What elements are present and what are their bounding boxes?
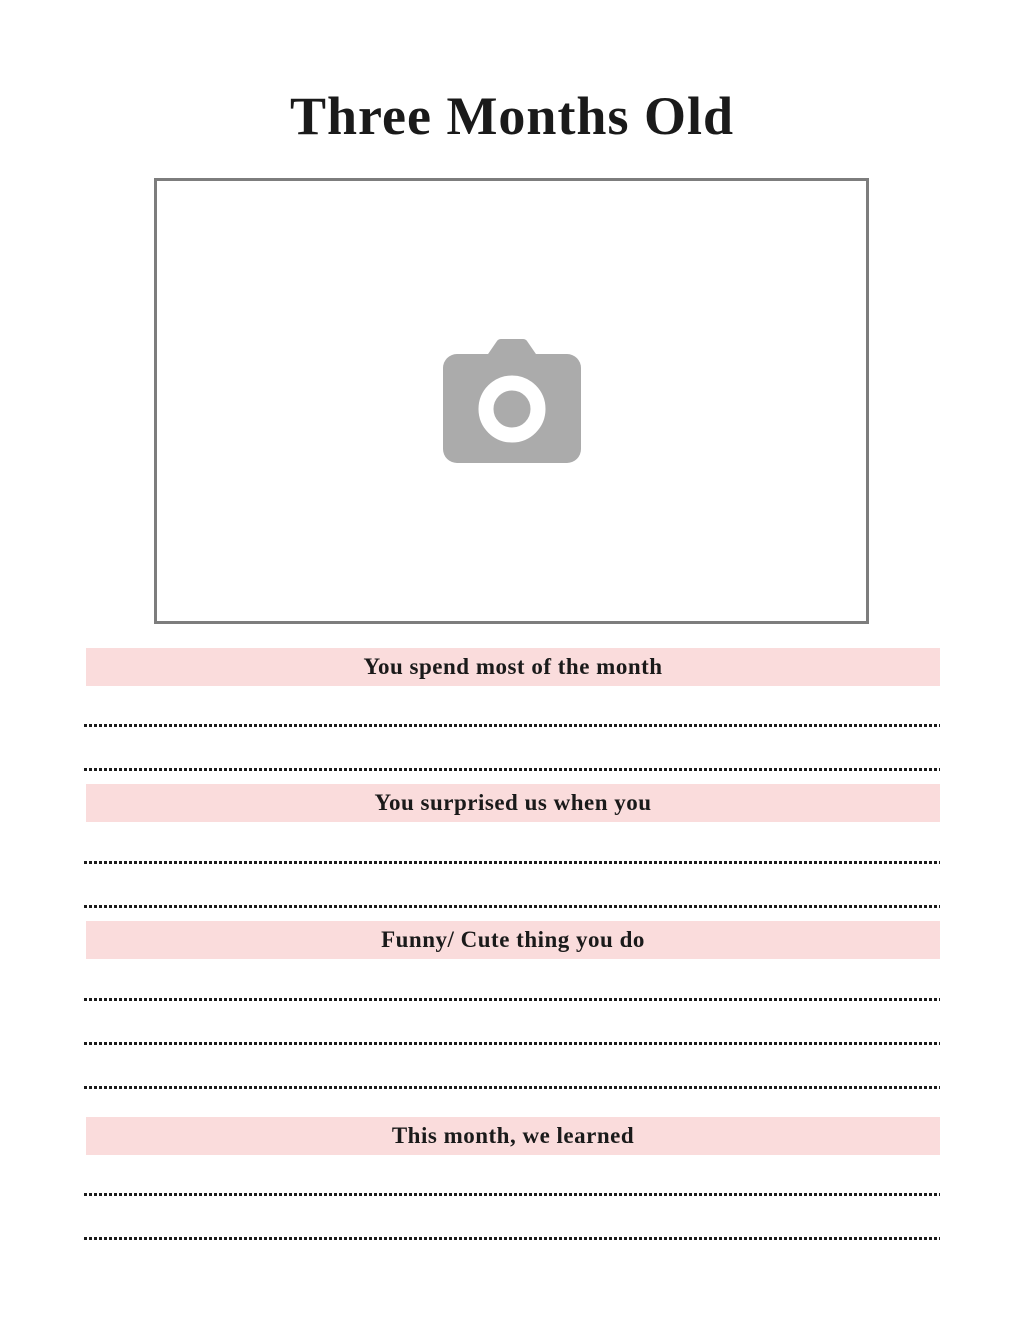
section-title: You spend most of the month <box>363 654 663 679</box>
writing-line <box>84 1042 940 1045</box>
section-header-we-learned <box>86 1117 940 1155</box>
writing-line <box>84 768 940 771</box>
writing-line <box>84 1086 940 1089</box>
photo-placeholder[interactable] <box>154 178 869 624</box>
writing-line <box>84 861 940 864</box>
writing-line <box>84 724 940 727</box>
section-title: Funny/ Cute thing you do <box>381 927 645 952</box>
camera-icon <box>442 339 582 464</box>
page-title: Three Months Old <box>289 86 735 146</box>
section-header-spend-month <box>86 648 940 686</box>
writing-line <box>84 1237 940 1240</box>
section-header-surprised-us <box>86 784 940 822</box>
section-title: This month, we learned <box>391 1123 635 1148</box>
section-title: You surprised us when you <box>374 790 652 815</box>
writing-line <box>84 1193 940 1196</box>
writing-line <box>84 998 940 1001</box>
section-header-funny-cute <box>86 921 940 959</box>
writing-line <box>84 905 940 908</box>
